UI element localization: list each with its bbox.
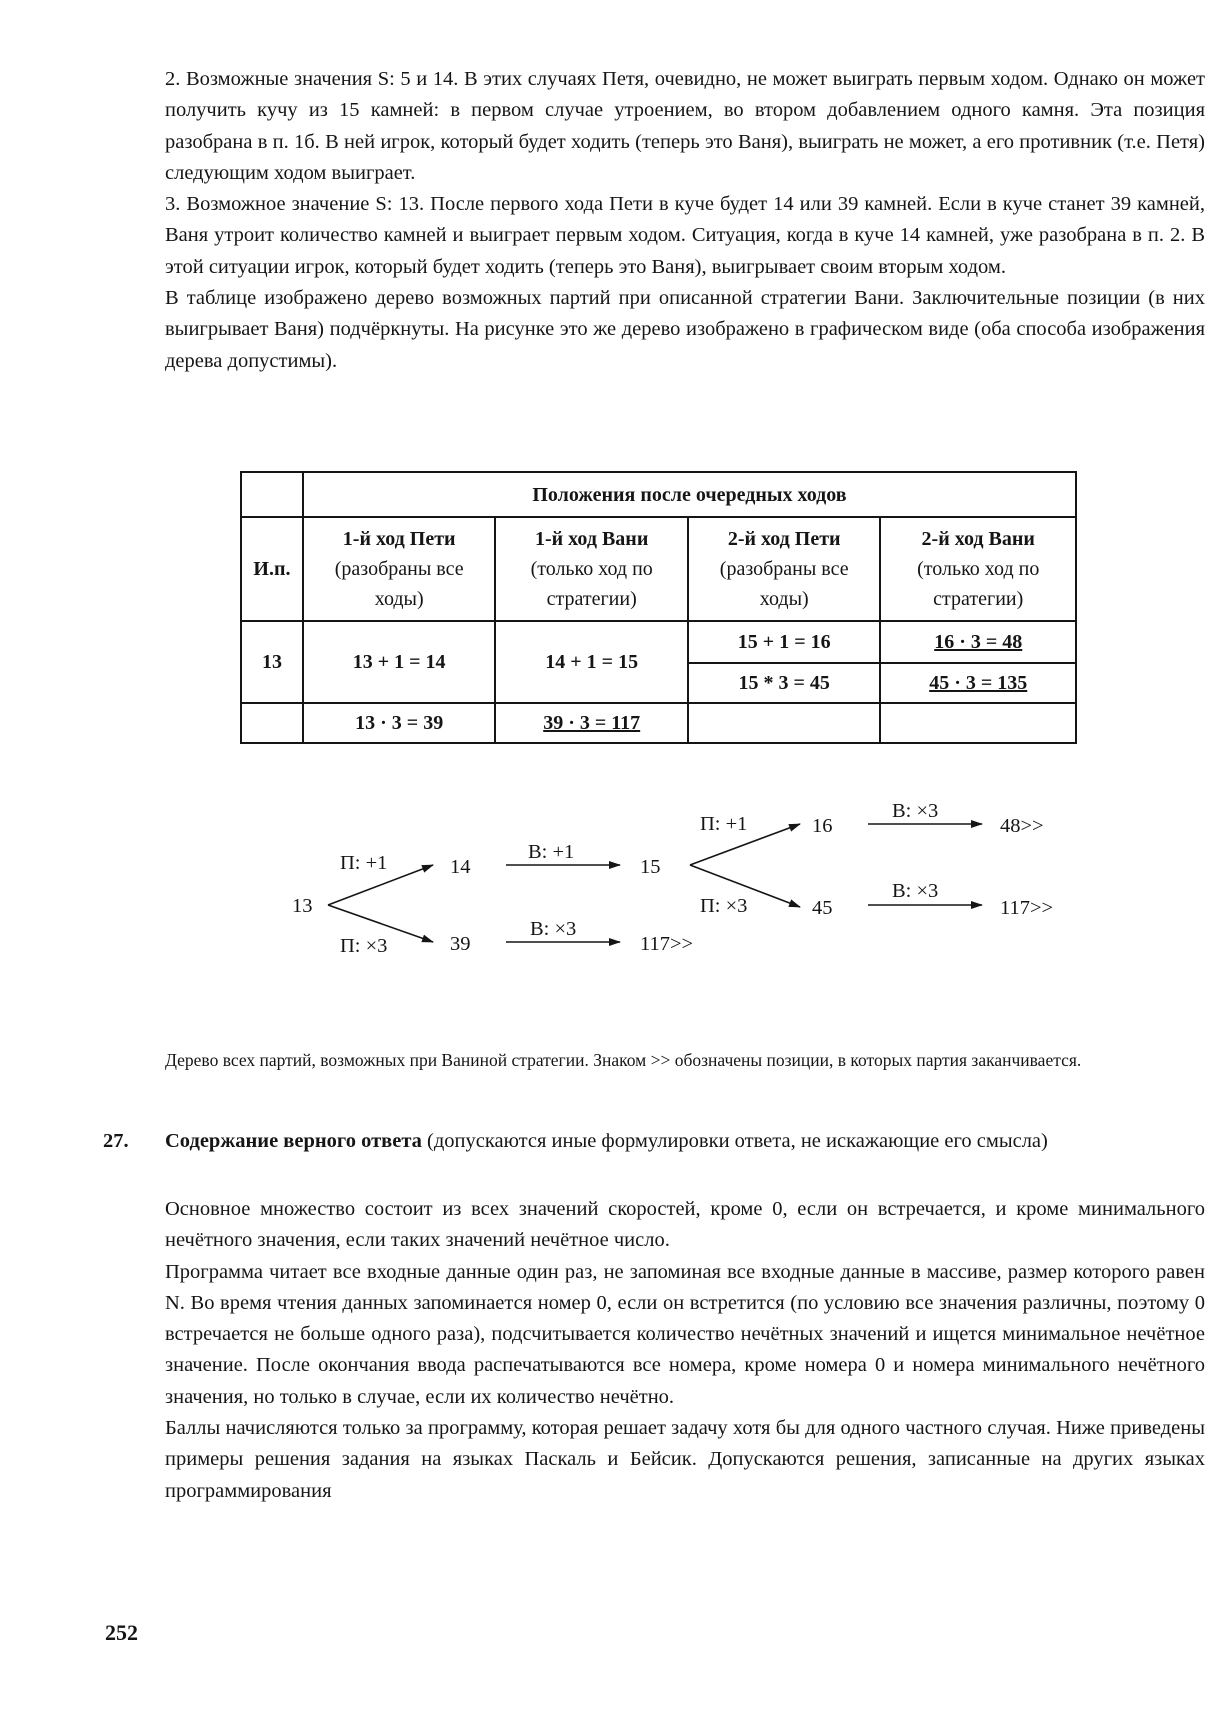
paragraph-set-definition: Основное множество состоит из всех значений скоростей, кроме 0, если он встречается, и кроме минимального нечётного значения, если таких значений нечётное число. (165, 1198, 1205, 1252)
col4-title: 2-й ход Вани (921, 528, 1035, 550)
col2-title: 1-й ход Вани (535, 528, 649, 550)
paragraph-item-2: 2. Возможные значения S: 5 и 14. В этих случаях Петя, очевидно, не может выиграть первым ходом. Однако он может получить кучу из 15 камней: в первом случае утроением, во втором добавлением одного камня. Эта позиция разобрана в п. 1б. В ней игрок, который будет ходить (теперь это Ваня), выиграть не может, а его противник (т.е. Петя) следующим ходом выиграет. (165, 68, 1205, 184)
question-heading (165, 1126, 1205, 1158)
tree-node: 14 (450, 856, 471, 878)
tree-node-root: 13 (292, 895, 313, 917)
table-cell: 15 * 3 = 45 (688, 663, 881, 703)
paragraph-program-description: Программа читает все входные данные один раз, не запоминая все входные данные в массиве, размер которого равен N. Во время чтения данных запоминается номер 0, если он встретится (по условию все значения различны, поэтому 0 встречается не больше одного раза), подсчитывается количество нечётных значений и ищется минимальное нечётное значение. После окончания ввода распечатываются все номера, кроме номера 0 и номера минимального нечётного значения, но только в случае, если их количество нечётно. (165, 1260, 1205, 1408)
game-tree-diagram (0, 790, 1222, 990)
table-cell-final: 45 · 3 = 135 (880, 663, 1076, 703)
edge-label: В: ×3 (530, 918, 577, 940)
table-cell: 13 · 3 = 39 (303, 703, 496, 743)
table-cell: 13 + 1 = 14 (303, 621, 496, 703)
tree-node: 45 (812, 897, 833, 919)
col1-title: 1-й ход Пети (342, 528, 456, 550)
tree-node: 39 (450, 933, 471, 955)
table-empty-cell (880, 703, 1076, 743)
col4-sub: (только ход по стратегии) (917, 558, 1040, 610)
table-group-header: Положения после очередных ходов (303, 472, 1076, 517)
tree-node: 15 (640, 856, 661, 878)
heading-rest: (допускаются иные формулировки ответа, не искажающие его смысла) (421, 1130, 1048, 1152)
paragraph-item-3: 3. Возможное значение S: 13. После первого хода Пети в куче будет 14 или 39 камней. Если в куче станет 39 камней, Ваня утроит количество камней и выиграет первым ходом. Ситуация, когда в куче 14 камней, уже разобрана в п. 2. В этой ситуации игрок, который будет ходить (теперь это Ваня), выигрывает своим вторым ходом. (165, 193, 1205, 278)
table-empty-cell (688, 703, 881, 743)
solution-text-top (165, 64, 1205, 377)
tree-node-final: 117>> (640, 933, 694, 955)
col1-sub: (разобраны все ходы) (334, 558, 464, 610)
tree-node-final: 117>> (1000, 897, 1054, 919)
table-cell: 14 + 1 = 15 (495, 621, 688, 703)
table-header-col2 (495, 517, 688, 621)
edge-label: В: ×3 (892, 880, 939, 902)
edge-label: П: +1 (700, 813, 748, 835)
table-empty-cell (241, 703, 303, 743)
edge-label: П: ×3 (700, 895, 748, 917)
table-start-cell: 13 (241, 621, 303, 703)
tree-node-final: 48>> (1000, 815, 1044, 837)
col2-sub: (только ход по стратегии) (530, 558, 653, 610)
col3-title: 2-й ход Пети (727, 528, 841, 550)
tree-node: 16 (812, 815, 833, 837)
paragraph-table-intro: В таблице изображено дерево возможных партий при описанной стратегии Вани. Заключительные позиции (в них выигрывает Ваня) подчёркнуты. На рисунке это же дерево изображено в графическом виде (оба способа изображения дерева допустимы). (165, 287, 1205, 372)
figure-caption: Дерево всех партий, возможных при Ваниной стратегии. Знаком >> обозначены позиции, в которых партия заканчивается. (165, 1050, 1082, 1070)
table-cell-final: 16 · 3 = 48 (880, 621, 1076, 663)
table-header-col3 (688, 517, 881, 621)
table-cell-final: 39 · 3 = 117 (495, 703, 688, 743)
game-tree-table (240, 471, 1077, 744)
page-number: 252 (105, 1620, 138, 1645)
edge-label: П: ×3 (340, 935, 388, 957)
question-27 (103, 1126, 1205, 1158)
edge-label: В: +1 (528, 841, 575, 863)
edge-label: В: ×3 (892, 800, 939, 822)
edge-label: П: +1 (340, 852, 388, 874)
heading-bold: Содержание верного ответа (165, 1130, 422, 1152)
paragraph-scoring: Баллы начисляются только за программу, которая решает задачу хотя бы для одного частного случая. Ниже приведены примеры решения задания на языках Паскаль и Бейсик. Допускаются решения, записанные на других языках программирования (165, 1417, 1205, 1502)
table-header-col4 (880, 517, 1076, 621)
table-header-col1 (303, 517, 496, 621)
table-header-ip: И.п. (241, 517, 303, 621)
question-number: 27. (103, 1130, 129, 1152)
table-corner-cell (241, 472, 303, 517)
solution-text-bottom (165, 1194, 1205, 1507)
col3-sub: (разобраны все ходы) (719, 558, 849, 610)
table-cell: 15 + 1 = 16 (688, 621, 881, 663)
